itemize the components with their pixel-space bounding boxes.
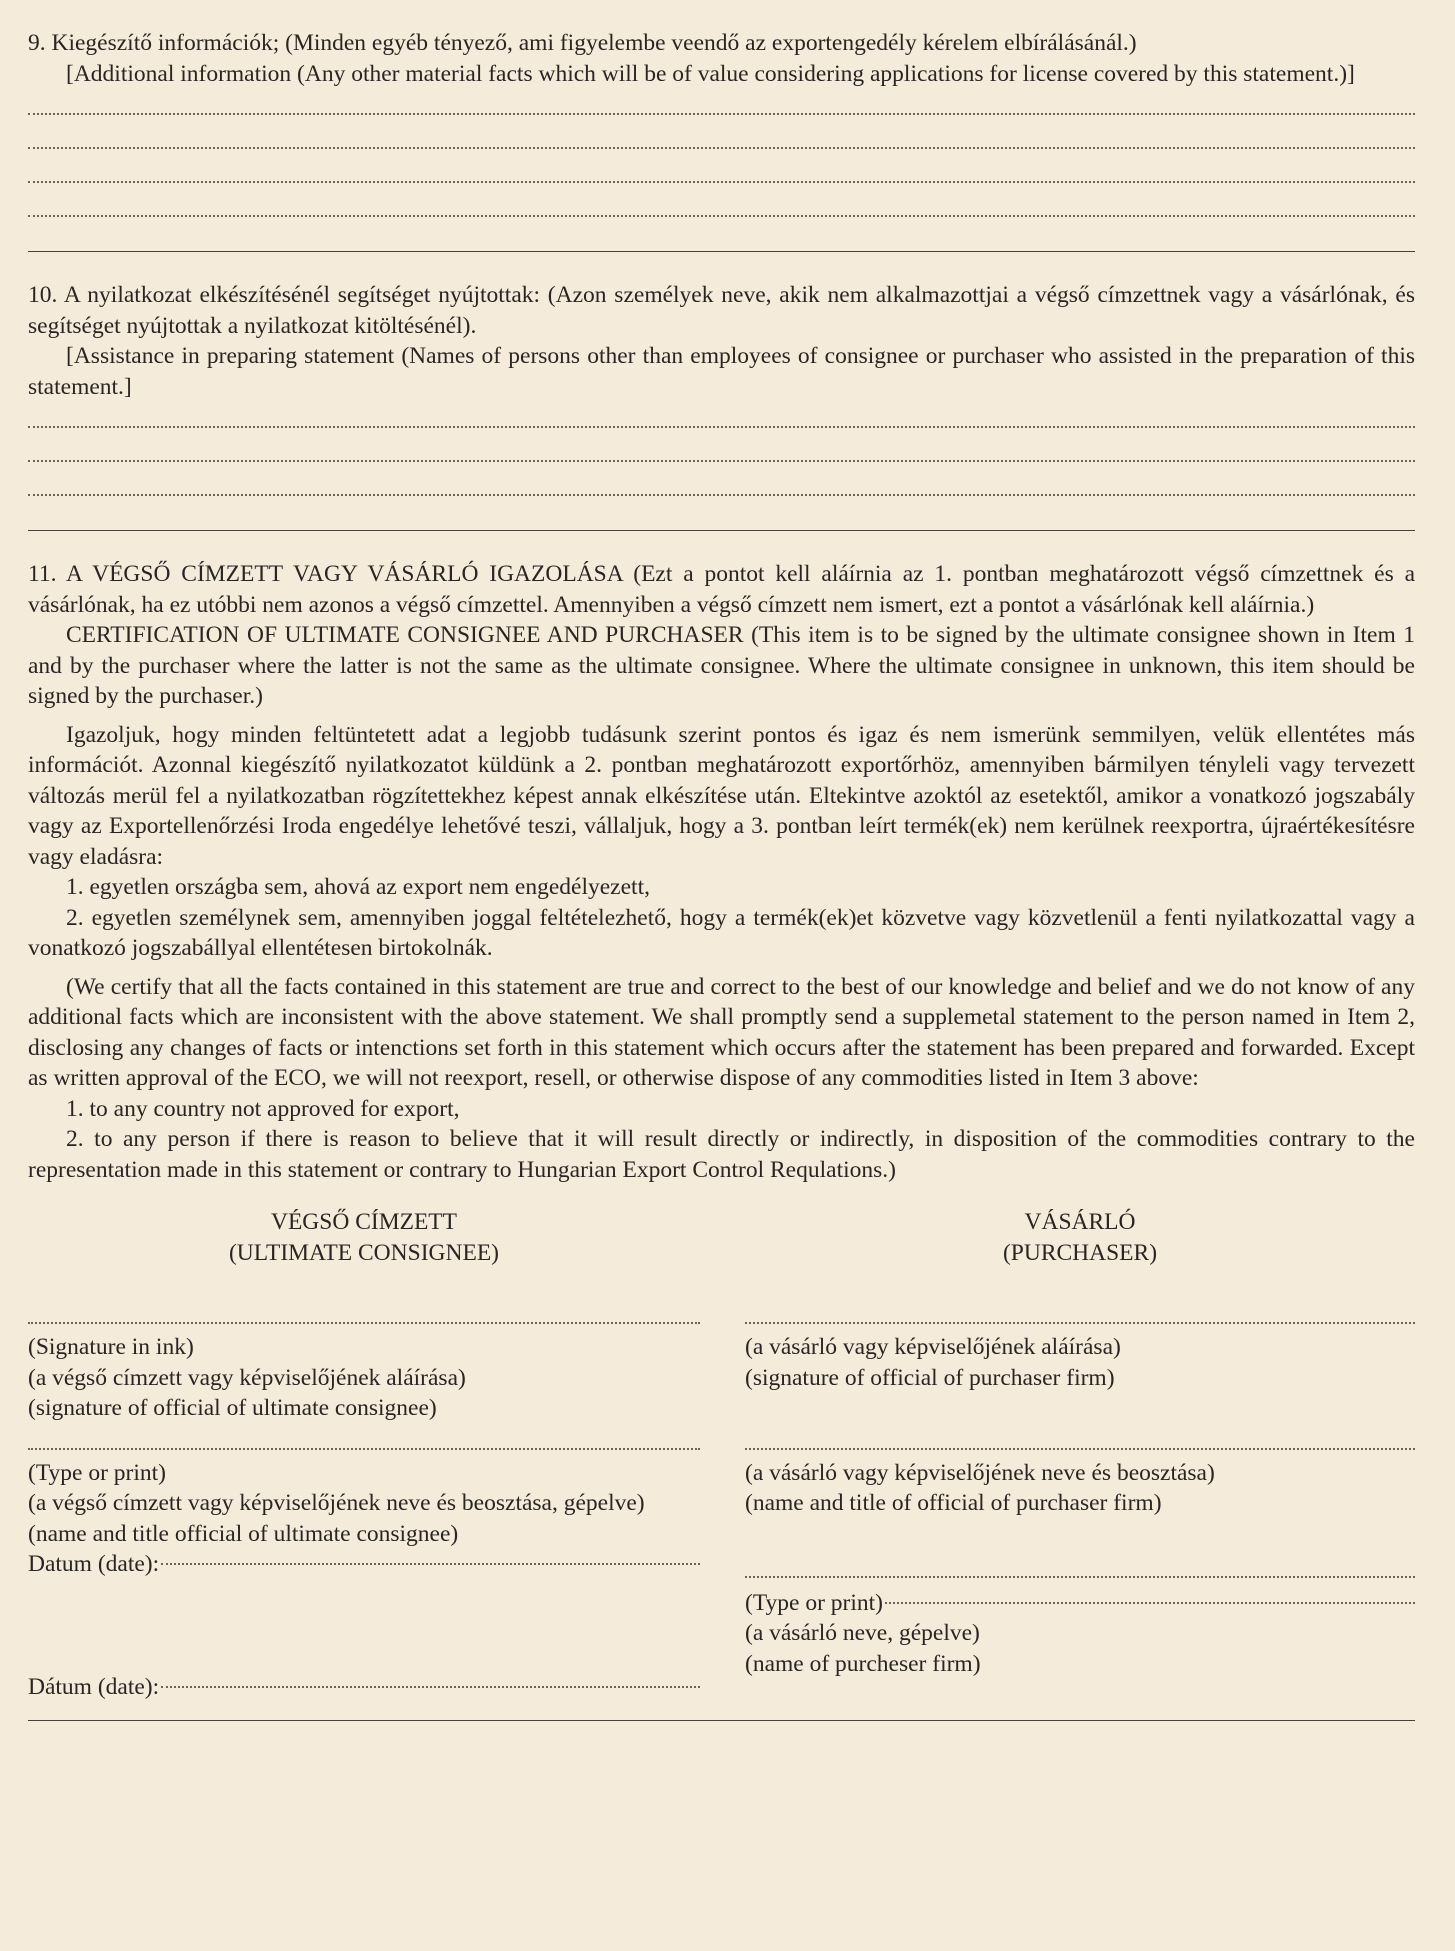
section-9-hungarian: 9. Kiegészítő információk; (Minden egyéb tényező, ami figyelembe veendő az exportengedély kérelem elbírálásánál.) [28,30,1137,56]
consignee-name-line[interactable] [28,1446,700,1450]
consignee-name-label-1: (Type or print) [28,1459,167,1486]
section-11-english-item-1: 1. to any country not approved for export, [66,1095,460,1122]
consignee-date-label: Datum (date): [28,1551,160,1577]
section-10-english: [Assistance in preparing statement (Names of persons other than employees of consignee or purchaser who assisted in the preparation of this statement.] [28,343,1415,400]
consignee-signature-label-2: (a végső címzett vagy képviselőjének aláírása) [28,1364,466,1391]
purchaser-name-line[interactable] [745,1446,1415,1450]
purchaser-name-label-2: (name and title of official of purchaser firm) [745,1490,1162,1516]
purchaser-firm-line[interactable] [885,1602,1415,1604]
consignee-title-en: (ULTIMATE CONSIGNEE) [228,1239,499,1266]
ultimate-consignee-column [28,1207,700,1702]
consignee-name-label-3: (name and title official of ultimate consignee) [28,1520,459,1547]
section-11-english-body: (We certify that all the facts contained in this statement are true and correct to the best of our knowledge and belief and we do not know of any additional facts which are inconsistent with the above statement. We shall promptly send a supplemetal statement to the person named in Item 2, disclosing any changes of facts or intenctions set forth in this statement which occurs after the statement has been prepared and forwarded. Except as written approval of the ECO, we will not reexport, resell, or otherwise dispose of any commodities listed in Item 3 above: [28,973,1415,1091]
final-date-label: Dátum (date): [28,1673,160,1700]
section-11-hungarian-item-2: 2. egyetlen személynek sem, amennyiben joggal feltételezhető, hogy a termék(ek)et közvetve vagy közvetlenül a fenti nyilatkozattal vagy a vonatkozó jogszabállyal ellentétesen birtokolnák. [28,904,1415,961]
final-date-field[interactable] [28,1672,700,1703]
final-date-line[interactable] [161,1686,700,1688]
purchaser-signature-line[interactable] [745,1320,1415,1324]
purchaser-firm-field[interactable] [745,1588,1415,1619]
consignee-signature-label-3: (signature of official of ultimate consignee) [28,1395,437,1421]
section-10-fill-line[interactable] [28,458,1415,462]
purchaser-title-hu: VÁSÁRLÓ [1024,1209,1136,1235]
section-divider [28,251,1415,252]
section-9-fill-line[interactable] [28,179,1415,183]
purchaser-firm-label-3: (name of purcheser firm) [745,1650,981,1677]
consignee-signature-label-1: (Signature in ink) [28,1334,194,1360]
consignee-date-field[interactable] [28,1549,700,1580]
section-10-hungarian: 10. A nyilatkozat elkészítésénél segítséget nyújtottak: (Azon személyek neve, akik nem alkalmazottjai a végső címzettnek vagy a vásárlónak, és segítséget nyújtottak a nyilatkozat kitöltésénél). [28,282,1415,339]
signature-block [28,1207,1415,1702]
section-9-fill-line[interactable] [28,111,1415,115]
purchaser-title-en: (PURCHASER) [1002,1239,1158,1266]
section-9-english: [Additional information (Any other material facts which will be of value considering applications for license covered by this statement.)] [66,60,1355,87]
purchaser-firm-signature-line[interactable] [745,1574,1415,1578]
consignee-signature-line[interactable] [28,1320,700,1324]
section-11-hungarian-body: Igazoljuk, hogy minden feltüntetett adat a legjobb tudásunk szerint pontos és igaz és nem ismerünk semmilyen, velük ellentétes más információt. Azonnal kiegészítő nyilatkozatot küldünk a 2. pontban meghatározott exportőrhöz, amennyiben bármilyen tényleli vagy tervezett változás merül fel a nyilatkozatban rögzítettekhez képest annak elkészítése után. Eltekintve azoktól az esetektől, amikor a vonatkozó jogszabály vagy az Exportellenőrzési Iroda engedélye lehetővé teszi, vállaljuk, hogy a 3. pontban leírt termék(ek) nem kerülnek reexportra, újraértékesítésre vagy eladásra: [28,721,1415,870]
section-10 [28,280,1415,531]
section-11-english-title: CERTIFICATION OF ULTIMATE CONSIGNEE AND PURCHASER (This item is to be signed by the ultimate consignee shown in Item 1 and by the purchaser where the latter is not the same as the ultimate consignee. Where the ultimate consignee in unknown, this item should be signed by the purchaser.) [28,622,1415,709]
section-divider [28,530,1415,531]
purchaser-firm-label-1: (Type or print) [745,1589,884,1616]
section-10-fill-line[interactable] [28,424,1415,428]
section-9 [28,28,1415,252]
consignee-date-line[interactable] [161,1563,700,1565]
bottom-rule [28,1720,1415,1721]
purchaser-signature-label-1: (a vásárló vagy képviselőjének aláírása) [745,1334,1121,1360]
section-9-fill-line[interactable] [28,213,1415,217]
section-11 [28,559,1415,1185]
consignee-title-hu: VÉGSŐ CÍMZETT [270,1209,458,1235]
purchaser-column [745,1207,1415,1702]
section-11-hungarian-title: 11. A VÉGSŐ CÍMZETT VAGY VÁSÁRLÓ IGAZOLÁSA (Ezt a pontot kell aláírnia az 1. pontban meghatározott végső címzettnek és a vásárlónak, ha ez utóbbi nem azonos a végső címzettel. Amennyiben a végső címzett nem ismert, ezt a pontot a vásárlónak kell aláírnia.) [28,561,1415,618]
section-11-english-item-2: 2. to any person if there is reason to believe that it will result directly or indirectly, in disposition of the commodities contrary to the representation made in this statement or contrary to Hungarian Export Control Requlations.) [28,1126,1415,1183]
section-11-hungarian-item-1: 1. egyetlen országba sem, ahová az export nem engedélyezett, [66,874,650,900]
consignee-name-label-2: (a végső címzett vagy képviselőjének neve és beosztása, gépelve) [28,1490,645,1516]
purchaser-firm-label-2: (a vásárló neve, gépelve) [745,1620,980,1646]
section-9-fill-line[interactable] [28,145,1415,149]
section-10-fill-line[interactable] [28,492,1415,496]
purchaser-name-label-1: (a vásárló vagy képviselőjének neve és beosztása) [745,1459,1215,1486]
purchaser-signature-label-2: (signature of official of purchaser firm) [745,1364,1115,1391]
